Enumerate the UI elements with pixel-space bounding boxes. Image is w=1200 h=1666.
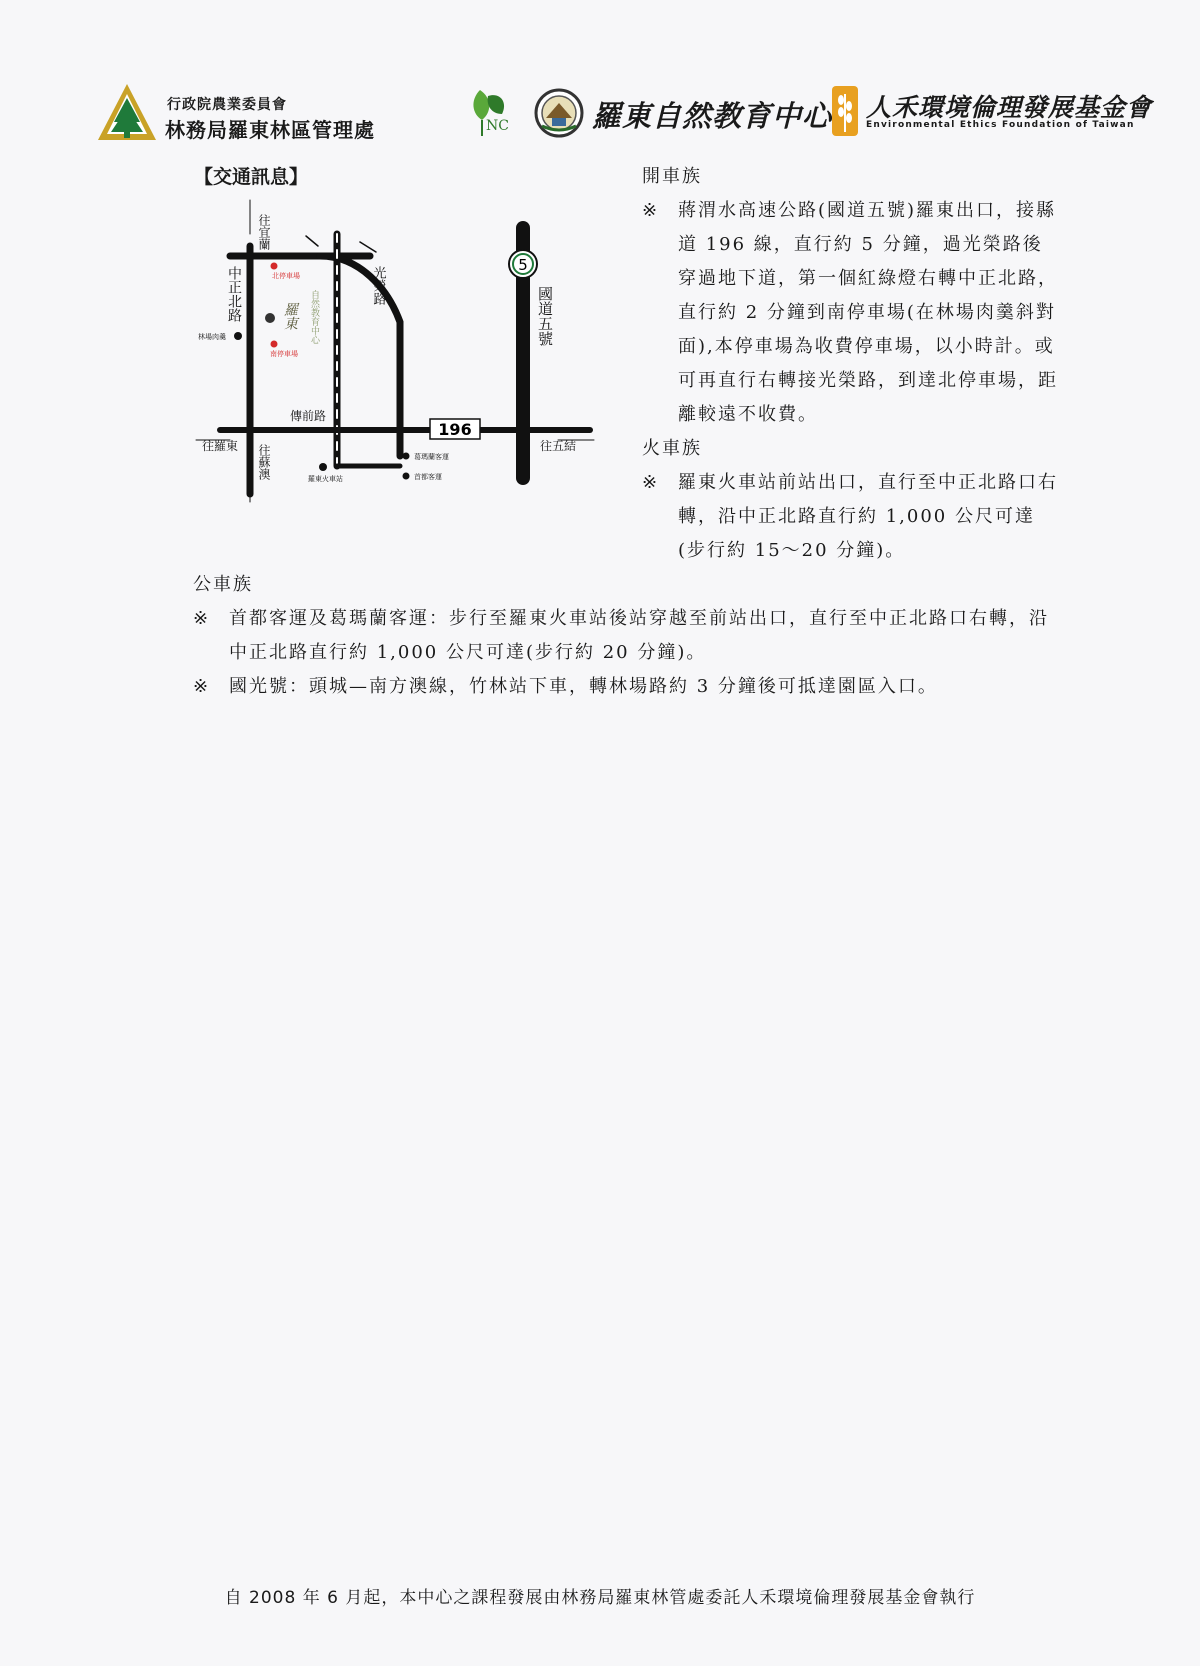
forestry-bureau-logo-icon bbox=[96, 82, 158, 144]
label-to-wujie: 往五結 bbox=[540, 439, 577, 453]
meat-soup-marker bbox=[234, 332, 242, 340]
label-north-parking: 北停車場 bbox=[272, 272, 300, 280]
train-item bbox=[642, 466, 1062, 568]
north-parking-marker bbox=[271, 263, 278, 270]
agency-parent-name: 行政院農業委員會 bbox=[167, 97, 287, 113]
label-meat-soup: 林場肉羹 bbox=[198, 333, 226, 341]
route-5-number: 5 bbox=[518, 256, 528, 274]
section-title: 【交通訊息】 bbox=[194, 166, 309, 188]
label-to-suao: 往蘇澳 bbox=[257, 444, 271, 480]
label-south-parking: 南停車場 bbox=[270, 350, 298, 358]
label-guangrong-road: 光榮路 bbox=[370, 266, 386, 305]
station-marker bbox=[319, 463, 327, 471]
label-park-name: 羅東 bbox=[282, 302, 298, 330]
center-name: 羅東自然教育中心 bbox=[592, 99, 833, 133]
wheat-logo-icon bbox=[832, 86, 858, 136]
agency-name: 林務局羅東林區管理處 bbox=[165, 118, 375, 142]
route-196-label: 196 bbox=[438, 420, 472, 439]
train-category: 火車族 bbox=[642, 438, 702, 459]
traffic-map bbox=[190, 194, 610, 524]
center-seal-icon bbox=[534, 88, 584, 138]
bus-text: 國光號：頭城—南方澳線，竹林站下車，轉林場路約 3 分鐘後可抵達園區入口。 bbox=[229, 676, 938, 697]
train-text: 羅東火車站前站出口，直行至中正北路口右轉，沿中正北路直行約 1,000 公尺可達(步行約 15～20 分鐘)。 bbox=[678, 472, 1058, 561]
footer-note: 自 2008 年 6 月起，本中心之課程發展由林務局羅東林管處委託人禾環境倫理發展基金會執行 bbox=[224, 1588, 976, 1608]
bus-category: 公車族 bbox=[193, 574, 253, 595]
reference-mark: ※ bbox=[193, 608, 211, 629]
nc-leaf-logo-icon bbox=[466, 86, 522, 140]
label-to-yilan: 往宜蘭 bbox=[257, 214, 271, 250]
bus-item bbox=[193, 602, 1053, 670]
label-capital-bus: 首都客運 bbox=[414, 473, 442, 481]
label-chuanqian-road: 傳前路 bbox=[290, 409, 327, 423]
reference-mark: ※ bbox=[193, 676, 211, 697]
south-parking-marker bbox=[271, 341, 278, 348]
nc-mark-text: NC bbox=[486, 118, 509, 134]
label-park-subtitle: 自然教育中心 bbox=[309, 290, 319, 344]
label-to-luodong: 往羅東 bbox=[202, 439, 239, 453]
foundation-english-name: Environmental Ethics Foundation of Taiwan bbox=[866, 120, 1135, 130]
reference-mark: ※ bbox=[642, 200, 660, 221]
bus-text: 首都客運及葛瑪蘭客運：步行至羅東火車站後站穿越至前站出口，直行至中正北路口右轉，沿中正北路直行約 1,000 公尺可達(步行約 20 分鐘)。 bbox=[229, 608, 1049, 663]
bus-item bbox=[193, 670, 1053, 704]
guangrong-road bbox=[320, 256, 400, 456]
label-kamalan-bus: 葛瑪蘭客運 bbox=[414, 453, 449, 461]
drive-category: 開車族 bbox=[642, 166, 702, 187]
capital-bus-marker bbox=[403, 473, 410, 480]
drive-text: 蔣渭水高速公路(國道五號)羅東出口，接縣道 196 線，直行約 5 分鐘，過光榮路後穿過地下道，第一個紅綠燈右轉中正北路，直行約 2 分鐘到南停車場(在林場肉羹斜對面),本停車場為收費停車場，以小時計。或可再直行右轉接光榮路，到達北停車場，距離較遠不收費。 bbox=[678, 200, 1058, 425]
kamalan-bus-marker bbox=[403, 453, 410, 460]
label-luodong-station: 羅東火車站 bbox=[308, 475, 343, 483]
park-marker bbox=[265, 313, 275, 323]
label-zhongzheng-road: 中正北路 bbox=[226, 266, 242, 322]
reference-mark: ※ bbox=[642, 472, 660, 493]
label-national-road: 國道五號 bbox=[536, 286, 554, 346]
foundation-name: 人禾環境倫理發展基金會 bbox=[866, 93, 1153, 122]
drive-item bbox=[642, 194, 1062, 432]
